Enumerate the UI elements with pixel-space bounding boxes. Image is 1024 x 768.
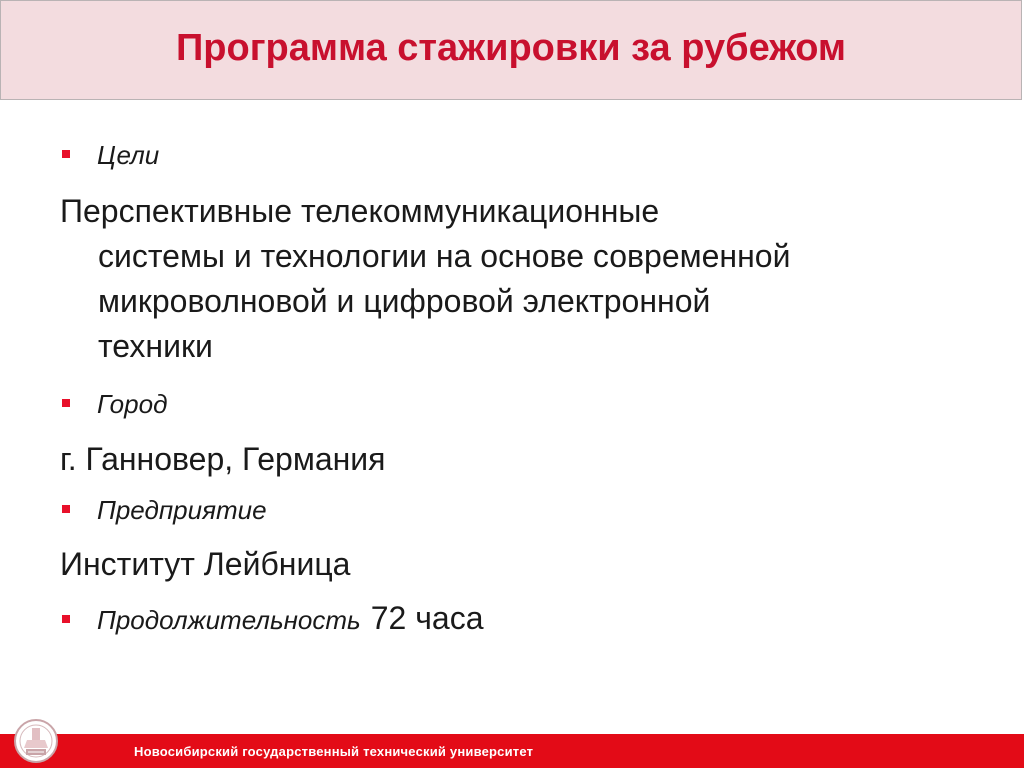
goals-line: Перспективные телекоммуникационные [60, 193, 660, 229]
bullet-company [62, 495, 267, 526]
bullet-duration [62, 600, 483, 637]
city-label: Город [97, 389, 168, 419]
goals-line: микроволновой и цифровой электронной [98, 283, 711, 319]
goals-line: системы и технологии на основе современной [98, 238, 791, 274]
company-value: Институт Лейбница [60, 546, 351, 582]
square-bullet-icon [62, 150, 70, 158]
square-bullet-icon [62, 399, 70, 407]
duration-value: 72 часа [370, 600, 484, 636]
duration-label: Продолжительность [97, 605, 361, 635]
slide-title: Программа стажировки за рубежом [175, 26, 847, 69]
goals-description [60, 189, 980, 369]
company-label: Предприятие [97, 495, 267, 525]
city-value: г. Ганновер, Германия [60, 441, 386, 477]
goals-line: техники [98, 328, 213, 364]
goals-label: Цели [97, 140, 160, 170]
university-seal-icon [10, 718, 62, 764]
square-bullet-icon [62, 505, 70, 513]
footer-university: Новосибирский государственный технический университет [134, 743, 534, 759]
bullet-city [62, 389, 167, 420]
bullet-goals [62, 140, 159, 171]
square-bullet-icon [62, 615, 70, 623]
footer-bar [0, 734, 1024, 768]
